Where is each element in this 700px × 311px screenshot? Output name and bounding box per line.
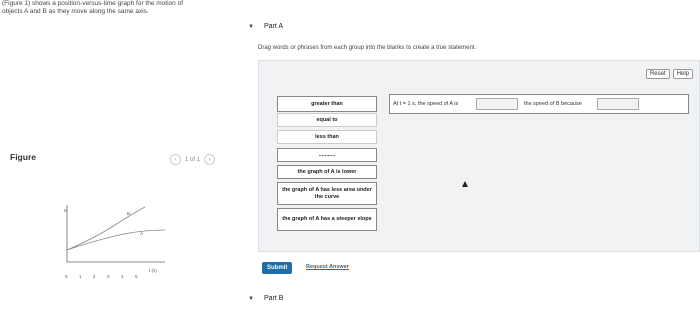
tick-4: 4	[121, 274, 124, 279]
figure-pager	[170, 154, 215, 165]
part-a-instructions: Drag words or phrases from each group into the blanks to create a true statement.	[258, 45, 477, 51]
drag-drop-workspace	[258, 60, 700, 252]
part-a-header[interactable]	[248, 23, 283, 30]
tick-2: 2	[93, 274, 96, 279]
x-axis-label: t (s)	[149, 268, 157, 273]
tile-graph-lower[interactable]: the graph of A is lower	[277, 165, 377, 179]
line-b-label: B	[127, 211, 131, 216]
tile-greater-than[interactable]: greater than	[277, 96, 377, 112]
figure-label: Figure	[10, 152, 36, 162]
statement-part-2: the speed of B because	[524, 101, 582, 107]
caret-down-icon: ▼	[248, 295, 254, 302]
tick-5: 5	[135, 274, 138, 279]
line-a-label: A	[140, 231, 144, 236]
request-answer-link[interactable]: Request Answer	[306, 264, 349, 270]
tile-placeholder[interactable]: ...........	[277, 148, 377, 162]
submit-button[interactable]: Submit	[262, 262, 292, 274]
statement-part-1: At t = 1 s, the speed of A is	[393, 101, 459, 107]
statement-target	[389, 94, 689, 114]
tile-equal-to[interactable]: equal to	[277, 113, 377, 127]
chevron-left-icon[interactable]: ‹	[170, 154, 181, 165]
intro-line-1: (Figure 1) shows a position-versus-time graph for the motion of	[2, 0, 183, 7]
line-b	[67, 207, 145, 250]
cursor-icon	[462, 181, 468, 187]
tile-steeper-slope[interactable]: the graph of A has a steeper slope	[277, 208, 377, 231]
tile-less-than[interactable]: less than	[277, 130, 377, 144]
tick-0: 0	[65, 274, 68, 279]
y-axis-label: x	[64, 208, 67, 214]
pager-text: 1 of 1	[185, 156, 201, 163]
caret-down-icon: ▼	[248, 23, 254, 30]
position-time-graph	[55, 200, 175, 280]
blank-2[interactable]	[597, 98, 639, 110]
part-a-title: Part A	[263, 23, 284, 30]
part-b-title: Part B	[263, 295, 284, 302]
tick-3: 3	[107, 274, 110, 279]
line-a	[67, 230, 165, 250]
reset-button[interactable]: Reset	[646, 69, 670, 79]
part-b-header[interactable]	[248, 295, 283, 302]
workspace-buttons	[646, 69, 693, 79]
intro-line-2: objects A and B as they move along the same axis.	[2, 8, 149, 15]
help-button[interactable]: Help	[673, 69, 693, 79]
problem-intro	[2, 0, 242, 16]
tile-less-area[interactable]: the graph of A has less area under the curve	[277, 182, 377, 205]
blank-1[interactable]	[476, 98, 518, 110]
chevron-right-icon[interactable]: ›	[204, 154, 215, 165]
tick-1: 1	[79, 274, 82, 279]
